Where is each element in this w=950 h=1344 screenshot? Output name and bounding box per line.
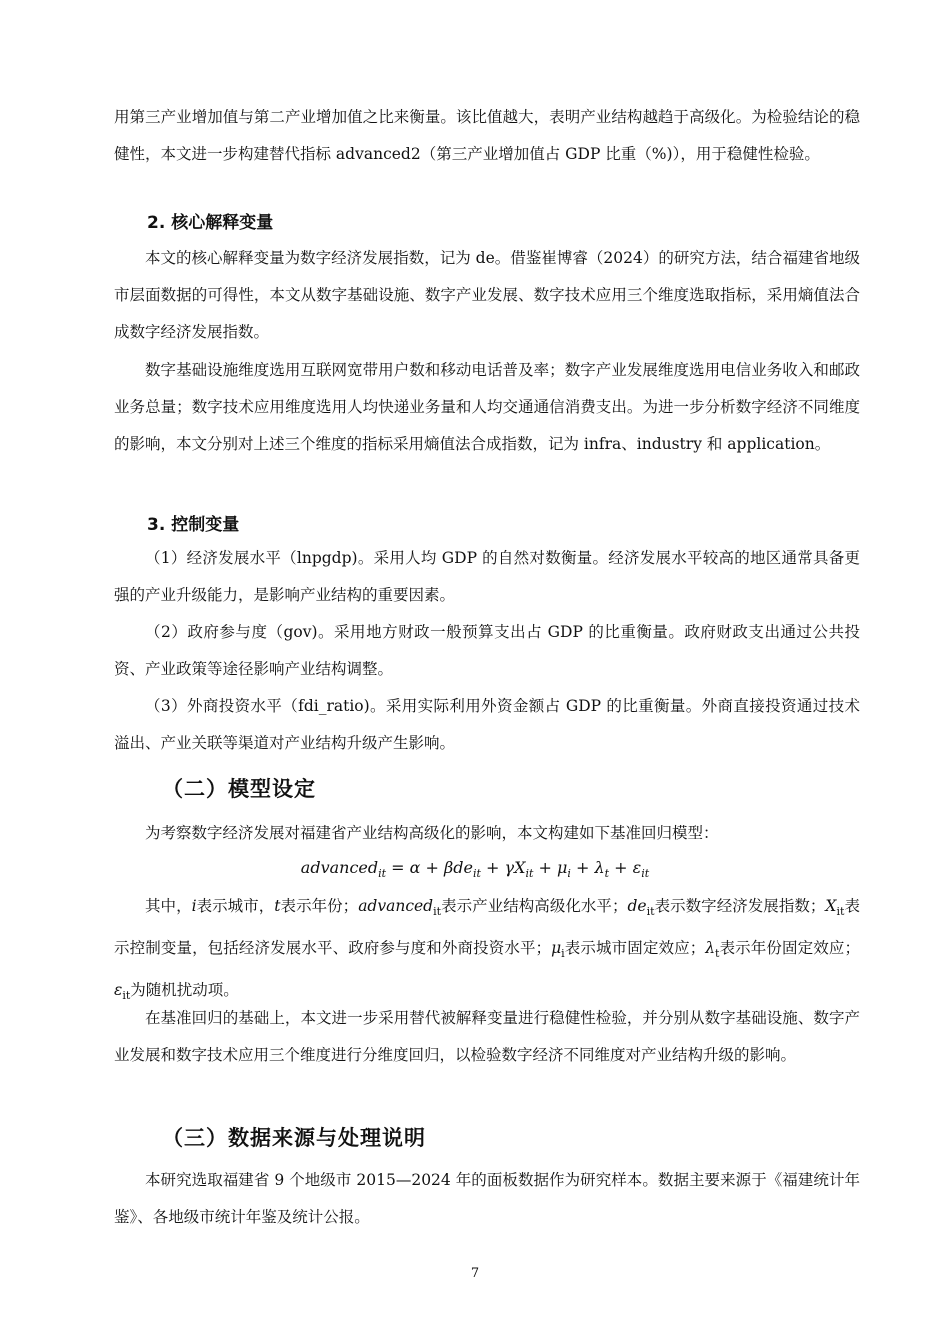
paragraph-model-intro: 为考察数字经济发展对福建省产业结构高级化的影响，本文构建如下基准回归模型：	[145, 824, 719, 842]
paragraph-robustness: 在基准回归的基础上，本文进一步采用替代被解释变量进行稳健性检验，并分别从数字基础设施、数字产业发展和数字技术应用三个维度进行分维度回归，以检验数字经济不同维度对产业结构升级的影响。	[114, 1009, 860, 1064]
page-number: 7	[470, 1266, 480, 1281]
paragraph-dimensions: 数字基础设施维度选用互联网宽带用户数和移动电话普及率；数字产业发展维度选用电信业务收入和邮政业务总量；数字技术应用维度选用人均快递业务量和人均交通通信消费支出。为进一步分析数字经济不同维度的影响，本文分别对上述三个维度的指标采用熵值法合成指数，记为 infra、industry 和 application。	[114, 361, 860, 453]
paragraph-core-variable: 本文的核心解释变量为数字经济发展指数，记为 de。借鉴崔博睿（2024）的研究方法，结合福建省地级市层面数据的可得性，本文从数字基础设施、数字产业发展、数字技术应用三个维度选取指标，采用熵值法合成数字经济发展指数。	[114, 249, 860, 341]
regression-formula: advanced$_{it}$ = $\alpha + \beta de_{it} + \gamma X_{it} + \mu_i + \lambda_t + \varepsilon_{it}$	[300, 858, 650, 881]
paragraph-control-lnpgdp: （1）经济发展水平（lnpgdp)。采用人均 GDP 的自然对数衡量。经济发展水平较高的地区通常具备更强的产业升级能力，是影响产业结构的重要因素。	[114, 549, 860, 604]
heading-data-source: （三）数据来源与处理说明	[162, 1126, 426, 1150]
heading-model-setting: （二）模型设定	[162, 777, 316, 801]
paragraph-control-gov: （2）政府参与度（gov)。采用地方财政一般预算支出占 GDP 的比重衡量。政府财政支出通过公共投资、产业政策等途径影响产业结构调整。	[114, 623, 860, 678]
heading-core-variable: 2. 核心解释变量	[147, 213, 274, 233]
paragraph-data-source: 本研究选取福建省 9 个地级市 2015—2024 年的面板数据作为研究样本。数据主要来源于《福建统计年鉴》、各地级市统计年鉴及统计公报。	[114, 1171, 860, 1226]
paragraph-control-fdi: （3）外商投资水平（fdi_ratio)。采用实际利用外资金额占 GDP 的比重衡量。外商直接投资通过技术溢出、产业关联等渠道对产业结构升级产生影响。	[114, 697, 860, 752]
paragraph-variable-explanation: 其中，i表示城市，t表示年份；advanced$_{it}$表示产业结构高级化水平；$de_{it}$表示数字经济发展指数；$X_{it}$表示控制变量，包括经济发展水平、政府参与度和外商投资水平；$\mu_i$表示城市固定效应；$\lambda_t$表示年份固定效应；$\varepsilon_{it}$为随机扰动项。	[114, 897, 860, 1003]
paragraph-dependent-variable: 用第三产业增加值与第二产业增加值之比来衡量。该比值越大，表明产业结构越趋于高级化。为检验结论的稳健性，本文进一步构建替代指标 advanced2（第三产业增加值占 GDP 比重（%)），用于稳健性检验。	[114, 108, 860, 163]
heading-control-variables: 3. 控制变量	[147, 515, 240, 535]
